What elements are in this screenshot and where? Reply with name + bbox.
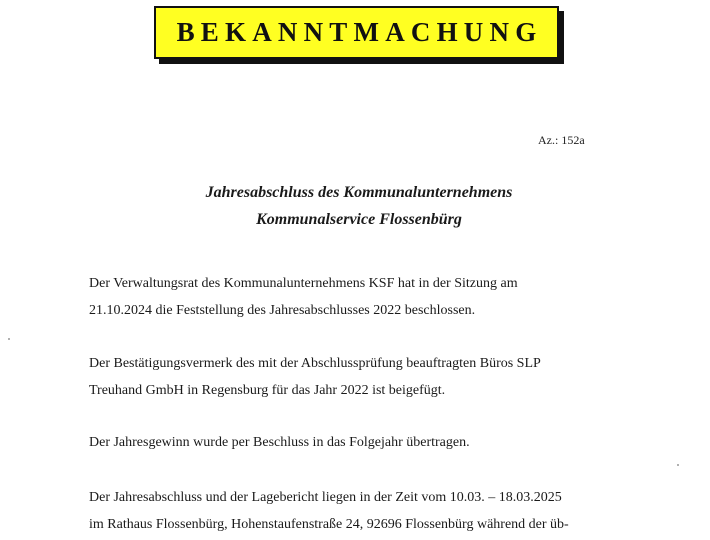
paragraph-line: im Rathaus Flossenbürg, Hohenstaufenstraße 24, 92696 Flossenbürg während der üb- xyxy=(89,517,569,532)
announcement-banner xyxy=(154,6,559,59)
paragraph-board-decision xyxy=(89,270,689,324)
scan-speck xyxy=(677,464,679,466)
paragraph-line: Der Jahresabschluss und der Lagebericht liegen in der Zeit vom 10.03. – 18.03.2025 xyxy=(89,490,562,505)
paragraph-line: Der Jahresgewinn wurde per Beschluss in das Folgejahr übertragen. xyxy=(89,435,470,450)
paragraph-audit-certificate xyxy=(89,350,689,404)
document-title-line-1: Jahresabschluss des Kommunalunternehmens xyxy=(205,184,513,201)
paragraph-line: 21.10.2024 die Feststellung des Jahresabschlusses 2022 beschlossen. xyxy=(89,303,476,318)
paragraph-line: Treuhand GmbH in Regensburg für das Jahr 2022 ist beigefügt. xyxy=(89,383,446,398)
paragraph-annual-profit xyxy=(89,429,689,456)
document-title-line-2: Kommunalservice Flossenbürg xyxy=(256,211,462,228)
reference-number: Az.: 152a xyxy=(538,133,585,147)
banner-title: BEKANNTMACHUNG xyxy=(176,17,543,47)
paragraph-line: Der Verwaltungsrat des Kommunalunternehmens KSF hat in der Sitzung am xyxy=(89,276,518,291)
scan-speck xyxy=(8,338,10,340)
paragraph-public-inspection xyxy=(89,484,689,538)
paragraph-line: Der Bestätigungsvermerk des mit der Abschlussprüfung beauftragten Büros SLP xyxy=(89,356,541,371)
